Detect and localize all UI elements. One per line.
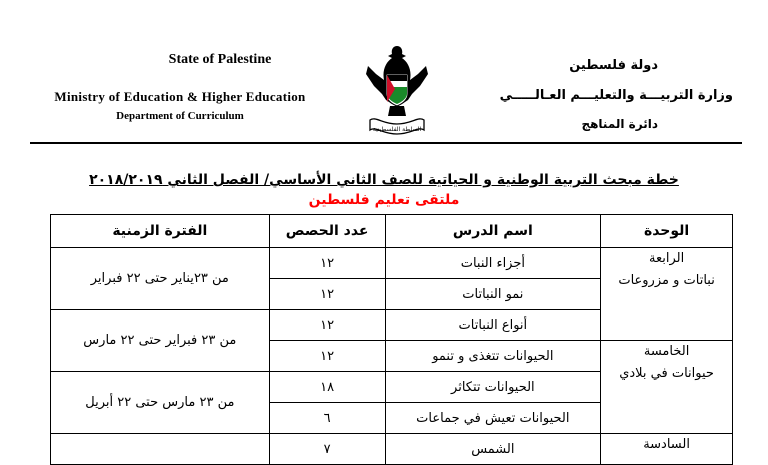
period-cell: من ٢٣ فبراير حتى ٢٢ مارس [51, 310, 270, 372]
lesson-name: الحيوانات تتغذى و تنمو [385, 341, 601, 372]
lesson-count: ٧ [269, 434, 385, 465]
lesson-name: نمو النباتات [385, 279, 601, 310]
table-header-row [51, 215, 733, 248]
en-ministry-name: Ministry of Education & Higher Education [54, 89, 306, 104]
unit-name: السادسة [643, 437, 690, 452]
unit-cell [601, 341, 733, 434]
ar-country-name: دولة فلسطين [569, 58, 658, 73]
header-period: الفترة الزمنية [51, 215, 270, 248]
en-country-name: State of Palestine [168, 52, 272, 67]
lesson-name: أنواع النباتات [385, 310, 601, 341]
lesson-count: ١٢ [269, 341, 385, 372]
unit-cell [601, 248, 733, 341]
unit-title: نباتات و مزروعات [618, 273, 715, 288]
lesson-name: الحيوانات تتكاثر [385, 372, 601, 403]
lesson-name: أجزاء النبات [385, 248, 601, 279]
lesson-count: ٦ [269, 403, 385, 434]
unit-cell [601, 434, 733, 465]
lesson-count: ١٨ [269, 372, 385, 403]
en-department-name: Department of Curriculum [116, 110, 244, 122]
ar-department-name: دائرة المناهج [581, 117, 658, 131]
header-divider [30, 142, 742, 144]
unit-title: حيوانات في بلادي [619, 366, 714, 381]
period-cell [51, 434, 270, 465]
lesson-count: ١٢ [269, 248, 385, 279]
emblem-scroll-text: السلطة الفلسطينية [372, 126, 422, 133]
header-count: عدد الحصص [269, 215, 385, 248]
forum-subtitle: ملتقى تعليم فلسطين [308, 192, 460, 208]
plan-title: خطة مبحث التربية الوطنية و الحياتية للصف الثاني الأساسي/ الفصل الثاني ٢٠١٨/٢٠١٩ [89, 172, 679, 188]
table-row [51, 248, 733, 279]
table-row [51, 434, 733, 465]
ar-ministry-name: وزارة التربيـــة والتعليـــم العـالـــــي [499, 88, 733, 103]
period-cell: من ٢٣ مارس حتى ٢٢ أبريل [51, 372, 270, 434]
lesson-name: الشمس [385, 434, 601, 465]
curriculum-plan-table [50, 214, 733, 465]
unit-name: الخامسة [643, 344, 690, 359]
period-cell: من ٢٣يناير حتى ٢٢ فبراير [51, 248, 270, 310]
palestine-emblem-icon [362, 40, 432, 138]
lesson-count: ١٢ [269, 310, 385, 341]
lesson-count: ١٢ [269, 279, 385, 310]
header-unit: الوحدة [601, 215, 733, 248]
header-lesson: اسم الدرس [385, 215, 601, 248]
unit-name: الرابعة [648, 251, 685, 266]
lesson-name: الحيوانات تعيش في جماعات [385, 403, 601, 434]
